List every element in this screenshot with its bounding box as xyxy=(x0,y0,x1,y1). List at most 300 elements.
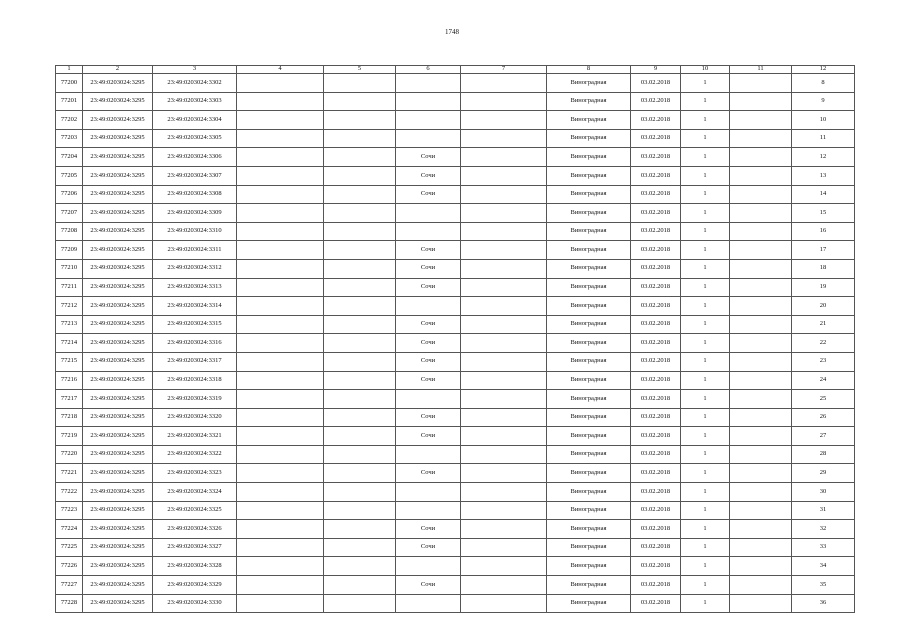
table-row xyxy=(56,520,855,539)
table-cell-col-1: 77218 xyxy=(56,408,83,427)
table-row xyxy=(56,148,855,167)
table-cell-col-3: 23:49:0203024:3312 xyxy=(153,259,237,278)
table-cell-col-1: 77207 xyxy=(56,204,83,223)
table-row xyxy=(56,185,855,204)
table-cell-col-12: 32 xyxy=(792,520,855,539)
table-cell-col-12: 12 xyxy=(792,148,855,167)
table-cell-col-7 xyxy=(461,427,547,446)
table-cell-col-1: 77220 xyxy=(56,445,83,464)
table-cell-col-7 xyxy=(461,278,547,297)
table-cell-col-11 xyxy=(730,538,792,557)
table-cell-col-3: 23:49:0203024:3310 xyxy=(153,222,237,241)
table-cell-col-6 xyxy=(396,204,461,223)
table-cell-col-11 xyxy=(730,445,792,464)
table-cell-col-8: Виноградная xyxy=(547,204,631,223)
table-cell-col-5 xyxy=(324,148,396,167)
table-cell-col-10: 1 xyxy=(681,129,730,148)
table-cell-col-11 xyxy=(730,520,792,539)
table-cell-col-6 xyxy=(396,74,461,93)
table-cell-col-8: Виноградная xyxy=(547,222,631,241)
table-cell-col-9: 03.02.2018 xyxy=(631,74,681,93)
table-cell-col-9: 03.02.2018 xyxy=(631,185,681,204)
table-body xyxy=(56,74,855,613)
table-cell-col-12: 11 xyxy=(792,129,855,148)
table-cell-col-6 xyxy=(396,297,461,316)
table-cell-col-11 xyxy=(730,204,792,223)
table-cell-col-1: 77227 xyxy=(56,576,83,595)
table-cell-col-6 xyxy=(396,445,461,464)
table-cell-col-9: 03.02.2018 xyxy=(631,520,681,539)
table-cell-col-6: Сочи xyxy=(396,576,461,595)
table-cell-col-11 xyxy=(730,315,792,334)
table-cell-col-5 xyxy=(324,74,396,93)
column-header-2: 2 xyxy=(83,66,153,74)
table-cell-col-6: Сочи xyxy=(396,259,461,278)
table-cell-col-7 xyxy=(461,259,547,278)
table-cell-col-3: 23:49:0203024:3330 xyxy=(153,594,237,613)
table-cell-col-12: 16 xyxy=(792,222,855,241)
table-cell-col-4 xyxy=(237,501,324,520)
table-cell-col-10: 1 xyxy=(681,538,730,557)
table-cell-col-3: 23:49:0203024:3322 xyxy=(153,445,237,464)
column-header-1: 1 xyxy=(56,66,83,74)
table-cell-col-1: 77222 xyxy=(56,483,83,502)
table-cell-col-4 xyxy=(237,111,324,130)
table-cell-col-5 xyxy=(324,166,396,185)
table-cell-col-10: 1 xyxy=(681,576,730,595)
table-cell-col-3: 23:49:0203024:3314 xyxy=(153,297,237,316)
table-cell-col-1: 77226 xyxy=(56,557,83,576)
table-cell-col-2: 23:49:0203024:3295 xyxy=(83,74,153,93)
table-cell-col-9: 03.02.2018 xyxy=(631,278,681,297)
table-cell-col-1: 77201 xyxy=(56,92,83,111)
table-cell-col-1: 77205 xyxy=(56,166,83,185)
table-cell-col-5 xyxy=(324,538,396,557)
table-row xyxy=(56,427,855,446)
table-cell-col-8: Виноградная xyxy=(547,185,631,204)
table-cell-col-1: 77219 xyxy=(56,427,83,446)
table-cell-col-2: 23:49:0203024:3295 xyxy=(83,222,153,241)
table-cell-col-3: 23:49:0203024:3303 xyxy=(153,92,237,111)
table-cell-col-1: 77225 xyxy=(56,538,83,557)
registry-table xyxy=(55,65,855,613)
table-cell-col-1: 77208 xyxy=(56,222,83,241)
table-cell-col-1: 77202 xyxy=(56,111,83,130)
table-cell-col-4 xyxy=(237,352,324,371)
column-header-3: 3 xyxy=(153,66,237,74)
table-row xyxy=(56,334,855,353)
table-cell-col-11 xyxy=(730,166,792,185)
table-cell-col-6: Сочи xyxy=(396,538,461,557)
table-cell-col-3: 23:49:0203024:3304 xyxy=(153,111,237,130)
table-cell-col-11 xyxy=(730,371,792,390)
table-cell-col-6: Сочи xyxy=(396,148,461,167)
table-cell-col-1: 77211 xyxy=(56,278,83,297)
table-cell-col-12: 33 xyxy=(792,538,855,557)
table-cell-col-2: 23:49:0203024:3295 xyxy=(83,111,153,130)
table-cell-col-9: 03.02.2018 xyxy=(631,427,681,446)
table-cell-col-7 xyxy=(461,538,547,557)
table-cell-col-5 xyxy=(324,371,396,390)
table-cell-col-10: 1 xyxy=(681,371,730,390)
table-cell-col-6: Сочи xyxy=(396,464,461,483)
table-cell-col-10: 1 xyxy=(681,74,730,93)
table-cell-col-2: 23:49:0203024:3295 xyxy=(83,334,153,353)
table-cell-col-9: 03.02.2018 xyxy=(631,259,681,278)
table-cell-col-8: Виноградная xyxy=(547,483,631,502)
table-cell-col-12: 21 xyxy=(792,315,855,334)
table-cell-col-11 xyxy=(730,390,792,409)
table-cell-col-11 xyxy=(730,129,792,148)
table-cell-col-1: 77223 xyxy=(56,501,83,520)
column-header-7: 7 xyxy=(461,66,547,74)
table-cell-col-5 xyxy=(324,278,396,297)
table-cell-col-8: Виноградная xyxy=(547,352,631,371)
table-cell-col-4 xyxy=(237,315,324,334)
table-cell-col-9: 03.02.2018 xyxy=(631,501,681,520)
table-cell-col-9: 03.02.2018 xyxy=(631,315,681,334)
table-cell-col-1: 77206 xyxy=(56,185,83,204)
table-cell-col-4 xyxy=(237,483,324,502)
table-cell-col-1: 77212 xyxy=(56,297,83,316)
column-header-10: 10 xyxy=(681,66,730,74)
table-cell-col-9: 03.02.2018 xyxy=(631,92,681,111)
table-cell-col-2: 23:49:0203024:3295 xyxy=(83,278,153,297)
table-cell-col-5 xyxy=(324,390,396,409)
table-cell-col-7 xyxy=(461,464,547,483)
table-cell-col-12: 31 xyxy=(792,501,855,520)
table-row xyxy=(56,92,855,111)
table-cell-col-6: Сочи xyxy=(396,166,461,185)
table-cell-col-3: 23:49:0203024:3326 xyxy=(153,520,237,539)
table-cell-col-6: Сочи xyxy=(396,352,461,371)
table-cell-col-5 xyxy=(324,315,396,334)
table-cell-col-9: 03.02.2018 xyxy=(631,538,681,557)
table-cell-col-3: 23:49:0203024:3320 xyxy=(153,408,237,427)
table-cell-col-7 xyxy=(461,483,547,502)
table-row xyxy=(56,204,855,223)
table-cell-col-3: 23:49:0203024:3311 xyxy=(153,241,237,260)
table-cell-col-10: 1 xyxy=(681,241,730,260)
table-cell-col-11 xyxy=(730,501,792,520)
table-cell-col-8: Виноградная xyxy=(547,594,631,613)
table-cell-col-8: Виноградная xyxy=(547,278,631,297)
table-cell-col-1: 77216 xyxy=(56,371,83,390)
table-cell-col-1: 77213 xyxy=(56,315,83,334)
table-cell-col-12: 35 xyxy=(792,576,855,595)
table-cell-col-1: 77203 xyxy=(56,129,83,148)
table-cell-col-11 xyxy=(730,241,792,260)
table-cell-col-10: 1 xyxy=(681,222,730,241)
table-cell-col-12: 20 xyxy=(792,297,855,316)
table-cell-col-8: Виноградная xyxy=(547,74,631,93)
table-cell-col-2: 23:49:0203024:3295 xyxy=(83,352,153,371)
table-cell-col-3: 23:49:0203024:3325 xyxy=(153,501,237,520)
table-cell-col-1: 77221 xyxy=(56,464,83,483)
table-header-row xyxy=(56,66,855,74)
table-cell-col-3: 23:49:0203024:3323 xyxy=(153,464,237,483)
table-cell-col-4 xyxy=(237,538,324,557)
table-cell-col-12: 29 xyxy=(792,464,855,483)
table-cell-col-8: Виноградная xyxy=(547,111,631,130)
table-cell-col-12: 22 xyxy=(792,334,855,353)
table-cell-col-7 xyxy=(461,315,547,334)
table-cell-col-12: 19 xyxy=(792,278,855,297)
table-cell-col-12: 25 xyxy=(792,390,855,409)
table-cell-col-5 xyxy=(324,464,396,483)
table-cell-col-4 xyxy=(237,241,324,260)
table-cell-col-5 xyxy=(324,259,396,278)
table-cell-col-9: 03.02.2018 xyxy=(631,222,681,241)
table-cell-col-10: 1 xyxy=(681,501,730,520)
table-cell-col-4 xyxy=(237,334,324,353)
table-row xyxy=(56,464,855,483)
table-cell-col-11 xyxy=(730,297,792,316)
table-row xyxy=(56,408,855,427)
table-cell-col-2: 23:49:0203024:3295 xyxy=(83,92,153,111)
table-cell-col-10: 1 xyxy=(681,315,730,334)
table-cell-col-12: 34 xyxy=(792,557,855,576)
table-cell-col-9: 03.02.2018 xyxy=(631,390,681,409)
table-row xyxy=(56,278,855,297)
table-cell-col-6 xyxy=(396,129,461,148)
table-cell-col-12: 30 xyxy=(792,483,855,502)
table-cell-col-1: 77204 xyxy=(56,148,83,167)
table-cell-col-10: 1 xyxy=(681,390,730,409)
table-cell-col-3: 23:49:0203024:3328 xyxy=(153,557,237,576)
table-cell-col-7 xyxy=(461,594,547,613)
table-cell-col-6: Сочи xyxy=(396,241,461,260)
table-cell-col-3: 23:49:0203024:3308 xyxy=(153,185,237,204)
table-cell-col-4 xyxy=(237,129,324,148)
table-cell-col-4 xyxy=(237,371,324,390)
table-cell-col-5 xyxy=(324,501,396,520)
table-cell-col-3: 23:49:0203024:3324 xyxy=(153,483,237,502)
table-cell-col-11 xyxy=(730,74,792,93)
table-cell-col-10: 1 xyxy=(681,111,730,130)
table-cell-col-1: 77210 xyxy=(56,259,83,278)
table-row xyxy=(56,390,855,409)
table-cell-col-5 xyxy=(324,111,396,130)
table-cell-col-4 xyxy=(237,185,324,204)
table-cell-col-10: 1 xyxy=(681,464,730,483)
table-cell-col-4 xyxy=(237,520,324,539)
table-cell-col-2: 23:49:0203024:3295 xyxy=(83,557,153,576)
table-cell-col-1: 77228 xyxy=(56,594,83,613)
table-cell-col-2: 23:49:0203024:3295 xyxy=(83,445,153,464)
table-cell-col-8: Виноградная xyxy=(547,241,631,260)
table-cell-col-11 xyxy=(730,483,792,502)
table-cell-col-8: Виноградная xyxy=(547,148,631,167)
table-cell-col-6: Сочи xyxy=(396,520,461,539)
table-cell-col-7 xyxy=(461,166,547,185)
table-cell-col-11 xyxy=(730,576,792,595)
table-cell-col-9: 03.02.2018 xyxy=(631,148,681,167)
table-cell-col-7 xyxy=(461,185,547,204)
table-cell-col-5 xyxy=(324,185,396,204)
table-cell-col-4 xyxy=(237,557,324,576)
table-cell-col-7 xyxy=(461,334,547,353)
table-cell-col-4 xyxy=(237,259,324,278)
table-cell-col-8: Виноградная xyxy=(547,371,631,390)
table-cell-col-2: 23:49:0203024:3295 xyxy=(83,464,153,483)
column-header-6: 6 xyxy=(396,66,461,74)
table-cell-col-8: Виноградная xyxy=(547,557,631,576)
table-cell-col-10: 1 xyxy=(681,334,730,353)
table-cell-col-1: 77200 xyxy=(56,74,83,93)
table-row xyxy=(56,445,855,464)
table-cell-col-10: 1 xyxy=(681,445,730,464)
table-cell-col-9: 03.02.2018 xyxy=(631,334,681,353)
table-cell-col-12: 10 xyxy=(792,111,855,130)
table-cell-col-5 xyxy=(324,241,396,260)
table-cell-col-9: 03.02.2018 xyxy=(631,576,681,595)
table-cell-col-4 xyxy=(237,408,324,427)
table-cell-col-2: 23:49:0203024:3295 xyxy=(83,501,153,520)
table-cell-col-4 xyxy=(237,390,324,409)
table-cell-col-11 xyxy=(730,111,792,130)
table-cell-col-2: 23:49:0203024:3295 xyxy=(83,166,153,185)
table-cell-col-6: Сочи xyxy=(396,408,461,427)
table-cell-col-12: 17 xyxy=(792,241,855,260)
column-header-12: 12 xyxy=(792,66,855,74)
table-cell-col-1: 77209 xyxy=(56,241,83,260)
table-cell-col-2: 23:49:0203024:3295 xyxy=(83,371,153,390)
table-cell-col-12: 23 xyxy=(792,352,855,371)
table-cell-col-12: 18 xyxy=(792,259,855,278)
table-cell-col-4 xyxy=(237,297,324,316)
table-cell-col-8: Виноградная xyxy=(547,538,631,557)
table-cell-col-8: Виноградная xyxy=(547,427,631,446)
table-cell-col-4 xyxy=(237,576,324,595)
table-cell-col-6 xyxy=(396,557,461,576)
table-cell-col-6 xyxy=(396,92,461,111)
table-row xyxy=(56,241,855,260)
table-row xyxy=(56,259,855,278)
table-cell-col-7 xyxy=(461,520,547,539)
table-cell-col-3: 23:49:0203024:3321 xyxy=(153,427,237,446)
table-row xyxy=(56,483,855,502)
table-cell-col-7 xyxy=(461,129,547,148)
table-cell-col-7 xyxy=(461,241,547,260)
table-cell-col-2: 23:49:0203024:3295 xyxy=(83,241,153,260)
table-cell-col-1: 77224 xyxy=(56,520,83,539)
table-cell-col-9: 03.02.2018 xyxy=(631,557,681,576)
table-cell-col-8: Виноградная xyxy=(547,520,631,539)
table-cell-col-8: Виноградная xyxy=(547,297,631,316)
table-cell-col-12: 36 xyxy=(792,594,855,613)
table-cell-col-2: 23:49:0203024:3295 xyxy=(83,594,153,613)
table-cell-col-3: 23:49:0203024:3305 xyxy=(153,129,237,148)
table-cell-col-1: 77217 xyxy=(56,390,83,409)
table-cell-col-7 xyxy=(461,222,547,241)
table-cell-col-10: 1 xyxy=(681,259,730,278)
table-cell-col-6 xyxy=(396,111,461,130)
table-cell-col-6: Сочи xyxy=(396,278,461,297)
table-cell-col-8: Виноградная xyxy=(547,92,631,111)
table-cell-col-3: 23:49:0203024:3307 xyxy=(153,166,237,185)
table-cell-col-9: 03.02.2018 xyxy=(631,241,681,260)
table-cell-col-2: 23:49:0203024:3295 xyxy=(83,576,153,595)
table-cell-col-9: 03.02.2018 xyxy=(631,129,681,148)
column-header-8: 8 xyxy=(547,66,631,74)
table-cell-col-2: 23:49:0203024:3295 xyxy=(83,259,153,278)
table-cell-col-5 xyxy=(324,408,396,427)
table-cell-col-10: 1 xyxy=(681,204,730,223)
table-cell-col-10: 1 xyxy=(681,408,730,427)
table-cell-col-2: 23:49:0203024:3295 xyxy=(83,297,153,316)
table-cell-col-4 xyxy=(237,278,324,297)
table-cell-col-3: 23:49:0203024:3302 xyxy=(153,74,237,93)
table-cell-col-4 xyxy=(237,166,324,185)
table-cell-col-5 xyxy=(324,297,396,316)
table-cell-col-9: 03.02.2018 xyxy=(631,445,681,464)
page-number: 1748 xyxy=(445,28,459,36)
table-cell-col-6: Сочи xyxy=(396,427,461,446)
table-cell-col-10: 1 xyxy=(681,520,730,539)
table-cell-col-6 xyxy=(396,390,461,409)
table-cell-col-1: 77214 xyxy=(56,334,83,353)
table-cell-col-3: 23:49:0203024:3327 xyxy=(153,538,237,557)
table-cell-col-12: 8 xyxy=(792,74,855,93)
table-cell-col-2: 23:49:0203024:3295 xyxy=(83,204,153,223)
column-header-4: 4 xyxy=(237,66,324,74)
table-cell-col-7 xyxy=(461,557,547,576)
table-cell-col-5 xyxy=(324,445,396,464)
table-cell-col-4 xyxy=(237,92,324,111)
column-header-11: 11 xyxy=(730,66,792,74)
table-cell-col-11 xyxy=(730,185,792,204)
table-cell-col-11 xyxy=(730,92,792,111)
table-cell-col-10: 1 xyxy=(681,352,730,371)
table-cell-col-10: 1 xyxy=(681,148,730,167)
table-cell-col-4 xyxy=(237,464,324,483)
table-cell-col-9: 03.02.2018 xyxy=(631,483,681,502)
table-cell-col-2: 23:49:0203024:3295 xyxy=(83,129,153,148)
table-cell-col-10: 1 xyxy=(681,557,730,576)
table-cell-col-10: 1 xyxy=(681,427,730,446)
table-cell-col-8: Виноградная xyxy=(547,501,631,520)
table-row xyxy=(56,111,855,130)
table-cell-col-7 xyxy=(461,111,547,130)
table-cell-col-2: 23:49:0203024:3295 xyxy=(83,408,153,427)
table-cell-col-7 xyxy=(461,92,547,111)
table-cell-col-9: 03.02.2018 xyxy=(631,371,681,390)
table-cell-col-10: 1 xyxy=(681,166,730,185)
table-cell-col-11 xyxy=(730,334,792,353)
table-cell-col-6 xyxy=(396,483,461,502)
table-cell-col-4 xyxy=(237,445,324,464)
table-cell-col-8: Виноградная xyxy=(547,445,631,464)
table-cell-col-4 xyxy=(237,74,324,93)
table-cell-col-2: 23:49:0203024:3295 xyxy=(83,427,153,446)
table-cell-col-8: Виноградная xyxy=(547,315,631,334)
table-cell-col-6: Сочи xyxy=(396,371,461,390)
table-row xyxy=(56,222,855,241)
table-cell-col-5 xyxy=(324,557,396,576)
table-cell-col-8: Виноградная xyxy=(547,576,631,595)
column-header-9: 9 xyxy=(631,66,681,74)
table-row xyxy=(56,594,855,613)
table-cell-col-7 xyxy=(461,297,547,316)
table-cell-col-3: 23:49:0203024:3315 xyxy=(153,315,237,334)
table-cell-col-2: 23:49:0203024:3295 xyxy=(83,148,153,167)
table-cell-col-11 xyxy=(730,259,792,278)
table-cell-col-6: Сочи xyxy=(396,315,461,334)
table-cell-col-11 xyxy=(730,148,792,167)
table-row xyxy=(56,315,855,334)
table-cell-col-5 xyxy=(324,222,396,241)
